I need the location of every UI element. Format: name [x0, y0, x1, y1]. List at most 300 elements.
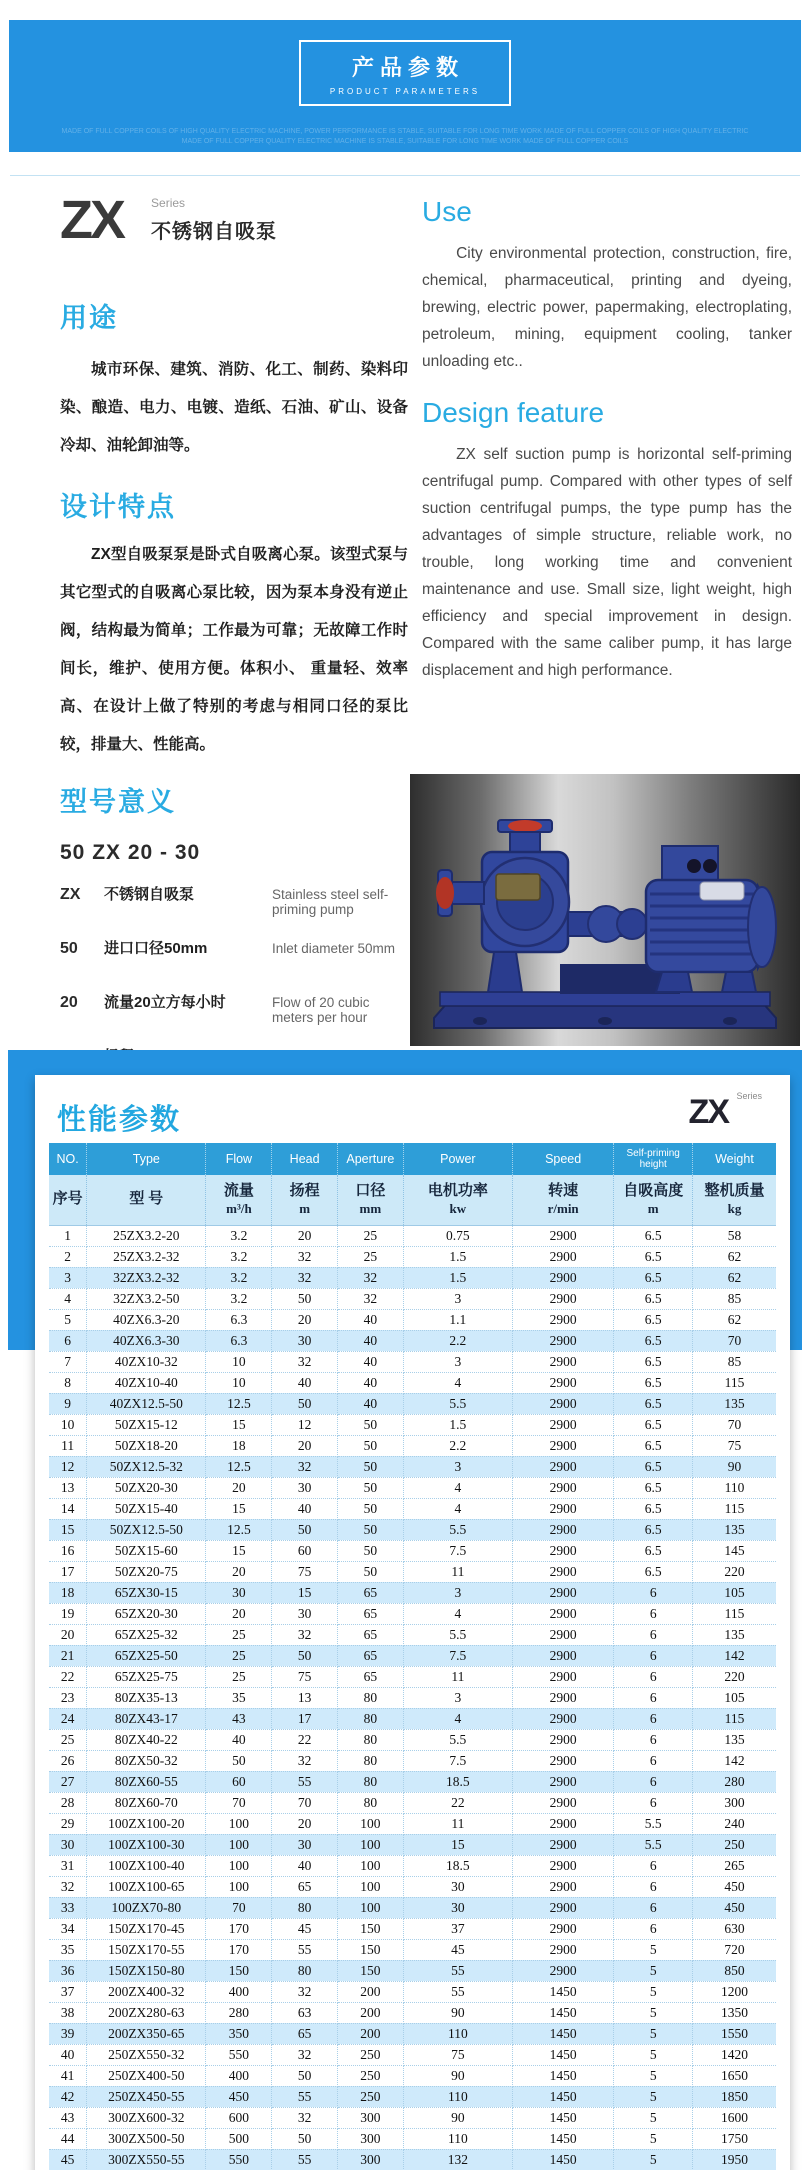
table-cell: 31: [49, 1855, 87, 1876]
table-cell: 21: [49, 1645, 87, 1666]
table-cell: 32: [272, 1267, 337, 1288]
table-cell: 50: [337, 1519, 403, 1540]
table-cell: 3: [403, 1582, 512, 1603]
table-cell: 5: [614, 2107, 692, 2128]
table-cell: 50: [272, 1393, 337, 1414]
table-cell: 2900: [512, 1498, 614, 1519]
table-cell: 1450: [512, 1981, 614, 2002]
table-cell: 45: [49, 2149, 87, 2170]
table-cell: 34: [49, 1918, 87, 1939]
table-cell: 2900: [512, 1393, 614, 1414]
model-part-code: 50: [60, 940, 78, 957]
table-cell: 75: [403, 2044, 512, 2065]
table-cell: 250: [692, 1834, 776, 1855]
table-cell: 3: [403, 1687, 512, 1708]
table-cell: 18: [206, 1435, 272, 1456]
table-cell: 6.5: [614, 1435, 692, 1456]
table-cell: 2900: [512, 1225, 614, 1246]
table-row: [49, 2044, 776, 2065]
table-cell: 100: [206, 1855, 272, 1876]
table-cell: 25ZX3.2-20: [87, 1225, 206, 1246]
table-cell: 32ZX3.2-50: [87, 1288, 206, 1309]
table-cell: 5: [614, 2149, 692, 2170]
table-cell: 15: [403, 1834, 512, 1855]
col-header-type-cn: 型 号: [87, 1175, 206, 1225]
table-cell: 200ZX400-32: [87, 1981, 206, 2002]
table-cell: 6: [614, 1918, 692, 1939]
table-row: [49, 1435, 776, 1456]
table-cell: 20: [206, 1477, 272, 1498]
table-cell: 300: [337, 2128, 403, 2149]
table-cell: 7.5: [403, 1540, 512, 1561]
table-row: [49, 1918, 776, 1939]
table-cell: 12: [49, 1456, 87, 1477]
table-cell: 40: [49, 2044, 87, 2065]
table-cell: 5: [614, 1981, 692, 2002]
pump-illustration: [410, 774, 800, 1046]
table-cell: 40ZX10-32: [87, 1351, 206, 1372]
table-cell: 50ZX15-40: [87, 1498, 206, 1519]
table-cell: 32: [272, 1624, 337, 1645]
table-cell: 1420: [692, 2044, 776, 2065]
table-cell: 36: [49, 1960, 87, 1981]
table-cell: 6: [614, 1624, 692, 1645]
table-row: [49, 1771, 776, 1792]
col-header-power: Power: [403, 1143, 512, 1175]
table-row: [49, 1729, 776, 1750]
table-cell: 3: [49, 1267, 87, 1288]
table-cell: 22: [49, 1666, 87, 1687]
table-cell: 6: [614, 1687, 692, 1708]
model-part-cn: 进口口径50mm: [104, 940, 208, 957]
table-cell: 6: [614, 1582, 692, 1603]
table-cell: 50ZX12.5-32: [87, 1456, 206, 1477]
table-cell: 6: [614, 1708, 692, 1729]
table-cell: 6.5: [614, 1351, 692, 1372]
table-cell: 5.5: [403, 1624, 512, 1645]
table-cell: 1450: [512, 2086, 614, 2107]
table-row: [49, 2086, 776, 2107]
col-header-speed: Speed: [512, 1143, 614, 1175]
table-cell: 6: [614, 1792, 692, 1813]
table-cell: 6.5: [614, 1267, 692, 1288]
table-cell: 65: [337, 1603, 403, 1624]
table-cell: 80: [337, 1708, 403, 1729]
table-cell: 142: [692, 1750, 776, 1771]
table-cell: 3: [403, 1456, 512, 1477]
table-cell: 17: [49, 1561, 87, 1582]
table-cell: 11: [403, 1561, 512, 1582]
table-row: [49, 1330, 776, 1351]
table-cell: 300ZX550-55: [87, 2149, 206, 2170]
banner-tagline-line1: MADE OF FULL COPPER COILS OF HIGH QUALITY ELECTRIC MACHINE, POWER PERFORMANCE IS STABLE, SUITABLE FOR LONG TIME WORK MADE OF FULL COPPER COILS OF HIGH QUALITY ELECTRIC: [61, 128, 749, 135]
banner-title: 产品参数: [351, 54, 464, 80]
table-cell: 50: [272, 1519, 337, 1540]
table-cell: 80: [337, 1729, 403, 1750]
table-cell: 280: [692, 1771, 776, 1792]
table-cell: 110: [692, 1477, 776, 1498]
table-row: [49, 1603, 776, 1624]
table-cell: 65ZX25-32: [87, 1624, 206, 1645]
table-cell: 50: [337, 1456, 403, 1477]
table-cell: 100ZX100-20: [87, 1813, 206, 1834]
performance-series-label: Series: [736, 1091, 762, 1101]
table-cell: 65ZX25-75: [87, 1666, 206, 1687]
table-row: [49, 1981, 776, 2002]
table-cell: 50ZX12.5-50: [87, 1519, 206, 1540]
table-row: [49, 1897, 776, 1918]
table-cell: 170: [206, 1918, 272, 1939]
table-cell: 22: [272, 1729, 337, 1750]
col-header-no: NO.: [49, 1143, 87, 1175]
table-cell: 200ZX280-63: [87, 2002, 206, 2023]
table-row: [49, 1456, 776, 1477]
table-cell: 65ZX25-50: [87, 1645, 206, 1666]
table-cell: 33: [49, 1897, 87, 1918]
table-cell: 11: [403, 1813, 512, 1834]
use-heading-en: Use: [422, 196, 472, 227]
table-cell: 6: [614, 1876, 692, 1897]
table-cell: 2900: [512, 1855, 614, 1876]
design-heading-cn: 设计特点: [60, 492, 176, 522]
table-cell: 17: [272, 1708, 337, 1729]
model-part-en: Flow of 20 cubic meters per hour: [272, 995, 370, 1025]
table-cell: 12.5: [206, 1456, 272, 1477]
table-cell: 1650: [692, 2065, 776, 2086]
table-cell: 20: [272, 1225, 337, 1246]
table-cell: 2900: [512, 1603, 614, 1624]
table-cell: 25: [206, 1624, 272, 1645]
table-cell: 300ZX600-32: [87, 2107, 206, 2128]
table-cell: 10: [49, 1414, 87, 1435]
table-row: [49, 1372, 776, 1393]
model-part-en: Inlet diameter 50mm: [272, 941, 396, 956]
table-cell: 550: [206, 2044, 272, 2065]
table-cell: 15: [206, 1498, 272, 1519]
table-row: [49, 1708, 776, 1729]
table-cell: 5: [614, 2065, 692, 2086]
table-cell: 80: [337, 1771, 403, 1792]
table-cell: 1.5: [403, 1246, 512, 1267]
table-cell: 35: [206, 1687, 272, 1708]
table-cell: 450: [692, 1897, 776, 1918]
table-cell: 350: [206, 2023, 272, 2044]
table-cell: 6.5: [614, 1246, 692, 1267]
table-cell: 75: [272, 1666, 337, 1687]
table-cell: 100: [206, 1876, 272, 1897]
table-cell: 60: [272, 1540, 337, 1561]
table-cell: 43: [206, 1708, 272, 1729]
table-cell: 30: [403, 1897, 512, 1918]
table-cell: 50: [337, 1498, 403, 1519]
table-cell: 115: [692, 1708, 776, 1729]
table-cell: 50: [272, 2128, 337, 2149]
table-row: [49, 1267, 776, 1288]
table-cell: 6.5: [614, 1477, 692, 1498]
table-cell: 45: [403, 1939, 512, 1960]
col-header-flow: Flow: [206, 1143, 272, 1175]
table-cell: 6: [614, 1666, 692, 1687]
performance-table-body: [49, 1225, 776, 2170]
table-cell: 6.5: [614, 1540, 692, 1561]
table-row: [49, 1309, 776, 1330]
table-cell: 6.5: [614, 1330, 692, 1351]
table-cell: 25: [49, 1729, 87, 1750]
table-cell: 50: [337, 1540, 403, 1561]
table-cell: 150ZX150-80: [87, 1960, 206, 1981]
model-meaning-row: [60, 991, 408, 1045]
table-cell: 30: [49, 1834, 87, 1855]
table-cell: 6.3: [206, 1330, 272, 1351]
table-cell: 3.2: [206, 1288, 272, 1309]
model-meaning-heading: 型号意义: [60, 787, 176, 817]
table-cell: 110: [403, 2128, 512, 2149]
table-cell: 90: [403, 2107, 512, 2128]
table-row: [49, 1624, 776, 1645]
table-cell: 80: [337, 1687, 403, 1708]
table-cell: 5: [614, 1960, 692, 1981]
table-cell: 100: [206, 1834, 272, 1855]
table-cell: 150: [337, 1918, 403, 1939]
table-cell: 2.2: [403, 1330, 512, 1351]
table-cell: 45: [272, 1918, 337, 1939]
table-cell: 40: [337, 1372, 403, 1393]
table-cell: 2900: [512, 1309, 614, 1330]
table-cell: 2900: [512, 1561, 614, 1582]
col-header-type: Type: [87, 1143, 206, 1175]
table-cell: 90: [403, 2065, 512, 2086]
table-cell: 150ZX170-55: [87, 1939, 206, 1960]
table-row: [49, 1750, 776, 1771]
table-cell: 100ZX100-30: [87, 1834, 206, 1855]
col-header-no-cn: 序号: [49, 1175, 87, 1225]
col-header-weight: Weight: [692, 1143, 776, 1175]
table-cell: 37: [403, 1918, 512, 1939]
table-cell: 90: [403, 2002, 512, 2023]
performance-panel: [35, 1075, 790, 2170]
table-cell: 50: [206, 1750, 272, 1771]
table-cell: 30: [272, 1834, 337, 1855]
table-cell: 2900: [512, 1267, 614, 1288]
model-meaning-row: [60, 883, 408, 937]
table-cell: 6: [614, 1897, 692, 1918]
table-cell: 80ZX60-70: [87, 1792, 206, 1813]
table-cell: 300: [337, 2149, 403, 2170]
table-cell: 400: [206, 2065, 272, 2086]
table-cell: 2900: [512, 1330, 614, 1351]
table-row: [49, 2128, 776, 2149]
table-cell: 2900: [512, 1687, 614, 1708]
table-cell: 250ZX400-50: [87, 2065, 206, 2086]
table-cell: 40ZX12.5-50: [87, 1393, 206, 1414]
table-cell: 6.5: [614, 1519, 692, 1540]
model-meaning-row: [60, 937, 408, 991]
table-cell: 40: [337, 1330, 403, 1351]
table-cell: 20: [206, 1603, 272, 1624]
table-cell: 2900: [512, 1582, 614, 1603]
table-cell: 5: [614, 2128, 692, 2149]
table-cell: 19: [49, 1603, 87, 1624]
table-cell: 80: [337, 1792, 403, 1813]
model-part-code: ZX: [60, 886, 81, 903]
performance-table: [49, 1143, 776, 2170]
table-cell: 1450: [512, 2023, 614, 2044]
design-paragraph-en: ZX self suction pump is horizontal self-priming centrifugal pump. Compared with other types of self suction centrifugal pumps, the type pump has the advantages of simple structure, reliable work, no trouble, long working time and convenient maintenance and use. Small size, light weight, high efficiency and special improvement in design. Compared with the same caliber pump, it has large displacement and high performance.: [422, 446, 792, 679]
table-cell: 65: [337, 1645, 403, 1666]
table-cell: 32: [272, 1750, 337, 1771]
table-cell: 62: [692, 1267, 776, 1288]
table-cell: 15: [272, 1582, 337, 1603]
table-cell: 1450: [512, 2107, 614, 2128]
table-cell: 55: [272, 1771, 337, 1792]
table-cell: 32: [337, 1288, 403, 1309]
table-cell: 1.1: [403, 1309, 512, 1330]
table-cell: 50ZX15-12: [87, 1414, 206, 1435]
table-cell: 15: [206, 1414, 272, 1435]
table-cell: 62: [692, 1246, 776, 1267]
table-cell: 18.5: [403, 1855, 512, 1876]
table-cell: 7: [49, 1351, 87, 1372]
table-cell: 265: [692, 1855, 776, 1876]
table-row: [49, 2023, 776, 2044]
table-cell: 32: [272, 2107, 337, 2128]
table-cell: 2900: [512, 1519, 614, 1540]
table-cell: 5.5: [614, 1834, 692, 1855]
table-cell: 3.2: [206, 1225, 272, 1246]
table-cell: 22: [403, 1792, 512, 1813]
table-cell: 2900: [512, 1624, 614, 1645]
table-cell: 2900: [512, 1540, 614, 1561]
table-cell: 2900: [512, 1771, 614, 1792]
table-cell: 240: [692, 1813, 776, 1834]
table-cell: 4: [403, 1498, 512, 1519]
table-cell: 300: [337, 2107, 403, 2128]
model-code: 50 ZX 20 - 30: [60, 841, 201, 864]
table-cell: 4: [403, 1603, 512, 1624]
table-cell: 6: [614, 1855, 692, 1876]
table-cell: 25: [337, 1246, 403, 1267]
table-cell: 6: [614, 1603, 692, 1624]
table-row: [49, 1540, 776, 1561]
table-cell: 100: [337, 1897, 403, 1918]
table-cell: 220: [692, 1561, 776, 1582]
table-cell: 1450: [512, 2044, 614, 2065]
table-cell: 50ZX18-20: [87, 1435, 206, 1456]
table-cell: 3.2: [206, 1267, 272, 1288]
table-cell: 80: [337, 1750, 403, 1771]
table-cell: 2900: [512, 1918, 614, 1939]
table-cell: 2900: [512, 1288, 614, 1309]
banner-title-box: [299, 40, 511, 106]
table-cell: 450: [206, 2086, 272, 2107]
table-cell: 18.5: [403, 1771, 512, 1792]
table-cell: 6.5: [614, 1288, 692, 1309]
use-paragraph-cn: 城市环保、建筑、消防、化工、制药、染料印染、酿造、电力、电镀、造纸、石油、矿山、设备冷却、油轮卸油等。: [60, 361, 408, 454]
table-row: [49, 1414, 776, 1435]
table-cell: 150: [206, 1960, 272, 1981]
table-cell: 75: [272, 1561, 337, 1582]
table-cell: 50: [337, 1435, 403, 1456]
model-part-cn: 不锈钢自吸泵: [104, 886, 195, 903]
table-cell: 1600: [692, 2107, 776, 2128]
brand-series-name: 不锈钢自吸泵: [151, 221, 278, 243]
table-cell: 6.5: [614, 1225, 692, 1246]
table-cell: 38: [49, 2002, 87, 2023]
table-cell: 5: [614, 1939, 692, 1960]
table-cell: 6: [614, 1750, 692, 1771]
table-row: [49, 2002, 776, 2023]
table-cell: 110: [403, 2023, 512, 2044]
banner-taglines: [9, 127, 801, 147]
table-cell: 65: [272, 2023, 337, 2044]
table-cell: 14: [49, 1498, 87, 1519]
table-cell: 115: [692, 1603, 776, 1624]
table-cell: 11: [403, 1666, 512, 1687]
table-header-row-cn: [49, 1175, 776, 1225]
table-cell: 55: [272, 2149, 337, 2170]
table-cell: 50: [272, 1288, 337, 1309]
table-cell: 0.75: [403, 1225, 512, 1246]
table-cell: 55: [403, 1960, 512, 1981]
table-cell: 25ZX3.2-32: [87, 1246, 206, 1267]
table-cell: 44: [49, 2128, 87, 2149]
table-cell: 2900: [512, 1960, 614, 1981]
table-cell: 100ZX100-40: [87, 1855, 206, 1876]
table-cell: 400: [206, 1981, 272, 2002]
table-cell: 37: [49, 1981, 87, 2002]
table-cell: 41: [49, 2065, 87, 2086]
table-cell: 42: [49, 2086, 87, 2107]
table-cell: 135: [692, 1393, 776, 1414]
table-cell: 2900: [512, 1456, 614, 1477]
table-row: [49, 1960, 776, 1981]
table-cell: 5: [614, 2023, 692, 2044]
table-cell: 40: [272, 1855, 337, 1876]
model-part-en: Stainless steel self-priming pump: [272, 887, 389, 917]
table-cell: 80ZX35-13: [87, 1687, 206, 1708]
table-row: [49, 1687, 776, 1708]
table-cell: 250: [337, 2044, 403, 2065]
table-row: [49, 1645, 776, 1666]
table-cell: 50: [272, 1645, 337, 1666]
use-heading-cn: 用途: [60, 303, 118, 333]
table-cell: 2900: [512, 1246, 614, 1267]
table-cell: 105: [692, 1687, 776, 1708]
banner-tagline-line2: MADE OF FULL COPPER QUALITY ELECTRIC MACHINE IS STABLE, SUITABLE FOR LONG TIME WORK MADE OF FULL COPPER COILS: [181, 138, 629, 145]
table-cell: 15: [206, 1540, 272, 1561]
model-part-cn: 流量20立方每小时: [104, 994, 226, 1011]
table-cell: 35: [49, 1939, 87, 1960]
table-cell: 5: [614, 2002, 692, 2023]
table-row: [49, 1225, 776, 1246]
table-cell: 12: [272, 1414, 337, 1435]
table-cell: 100ZX70-80: [87, 1897, 206, 1918]
table-cell: 100: [337, 1813, 403, 1834]
table-cell: 100: [337, 1876, 403, 1897]
table-cell: 25: [337, 1225, 403, 1246]
table-cell: 32: [272, 1246, 337, 1267]
table-cell: 1: [49, 1225, 87, 1246]
table-cell: 105: [692, 1582, 776, 1603]
table-cell: 20: [49, 1624, 87, 1645]
table-cell: 65ZX30-15: [87, 1582, 206, 1603]
table-cell: 40ZX10-40: [87, 1372, 206, 1393]
table-cell: 58: [692, 1225, 776, 1246]
table-cell: 16: [49, 1540, 87, 1561]
table-cell: 6.5: [614, 1456, 692, 1477]
table-cell: 6.5: [614, 1372, 692, 1393]
table-cell: 32: [49, 1876, 87, 1897]
